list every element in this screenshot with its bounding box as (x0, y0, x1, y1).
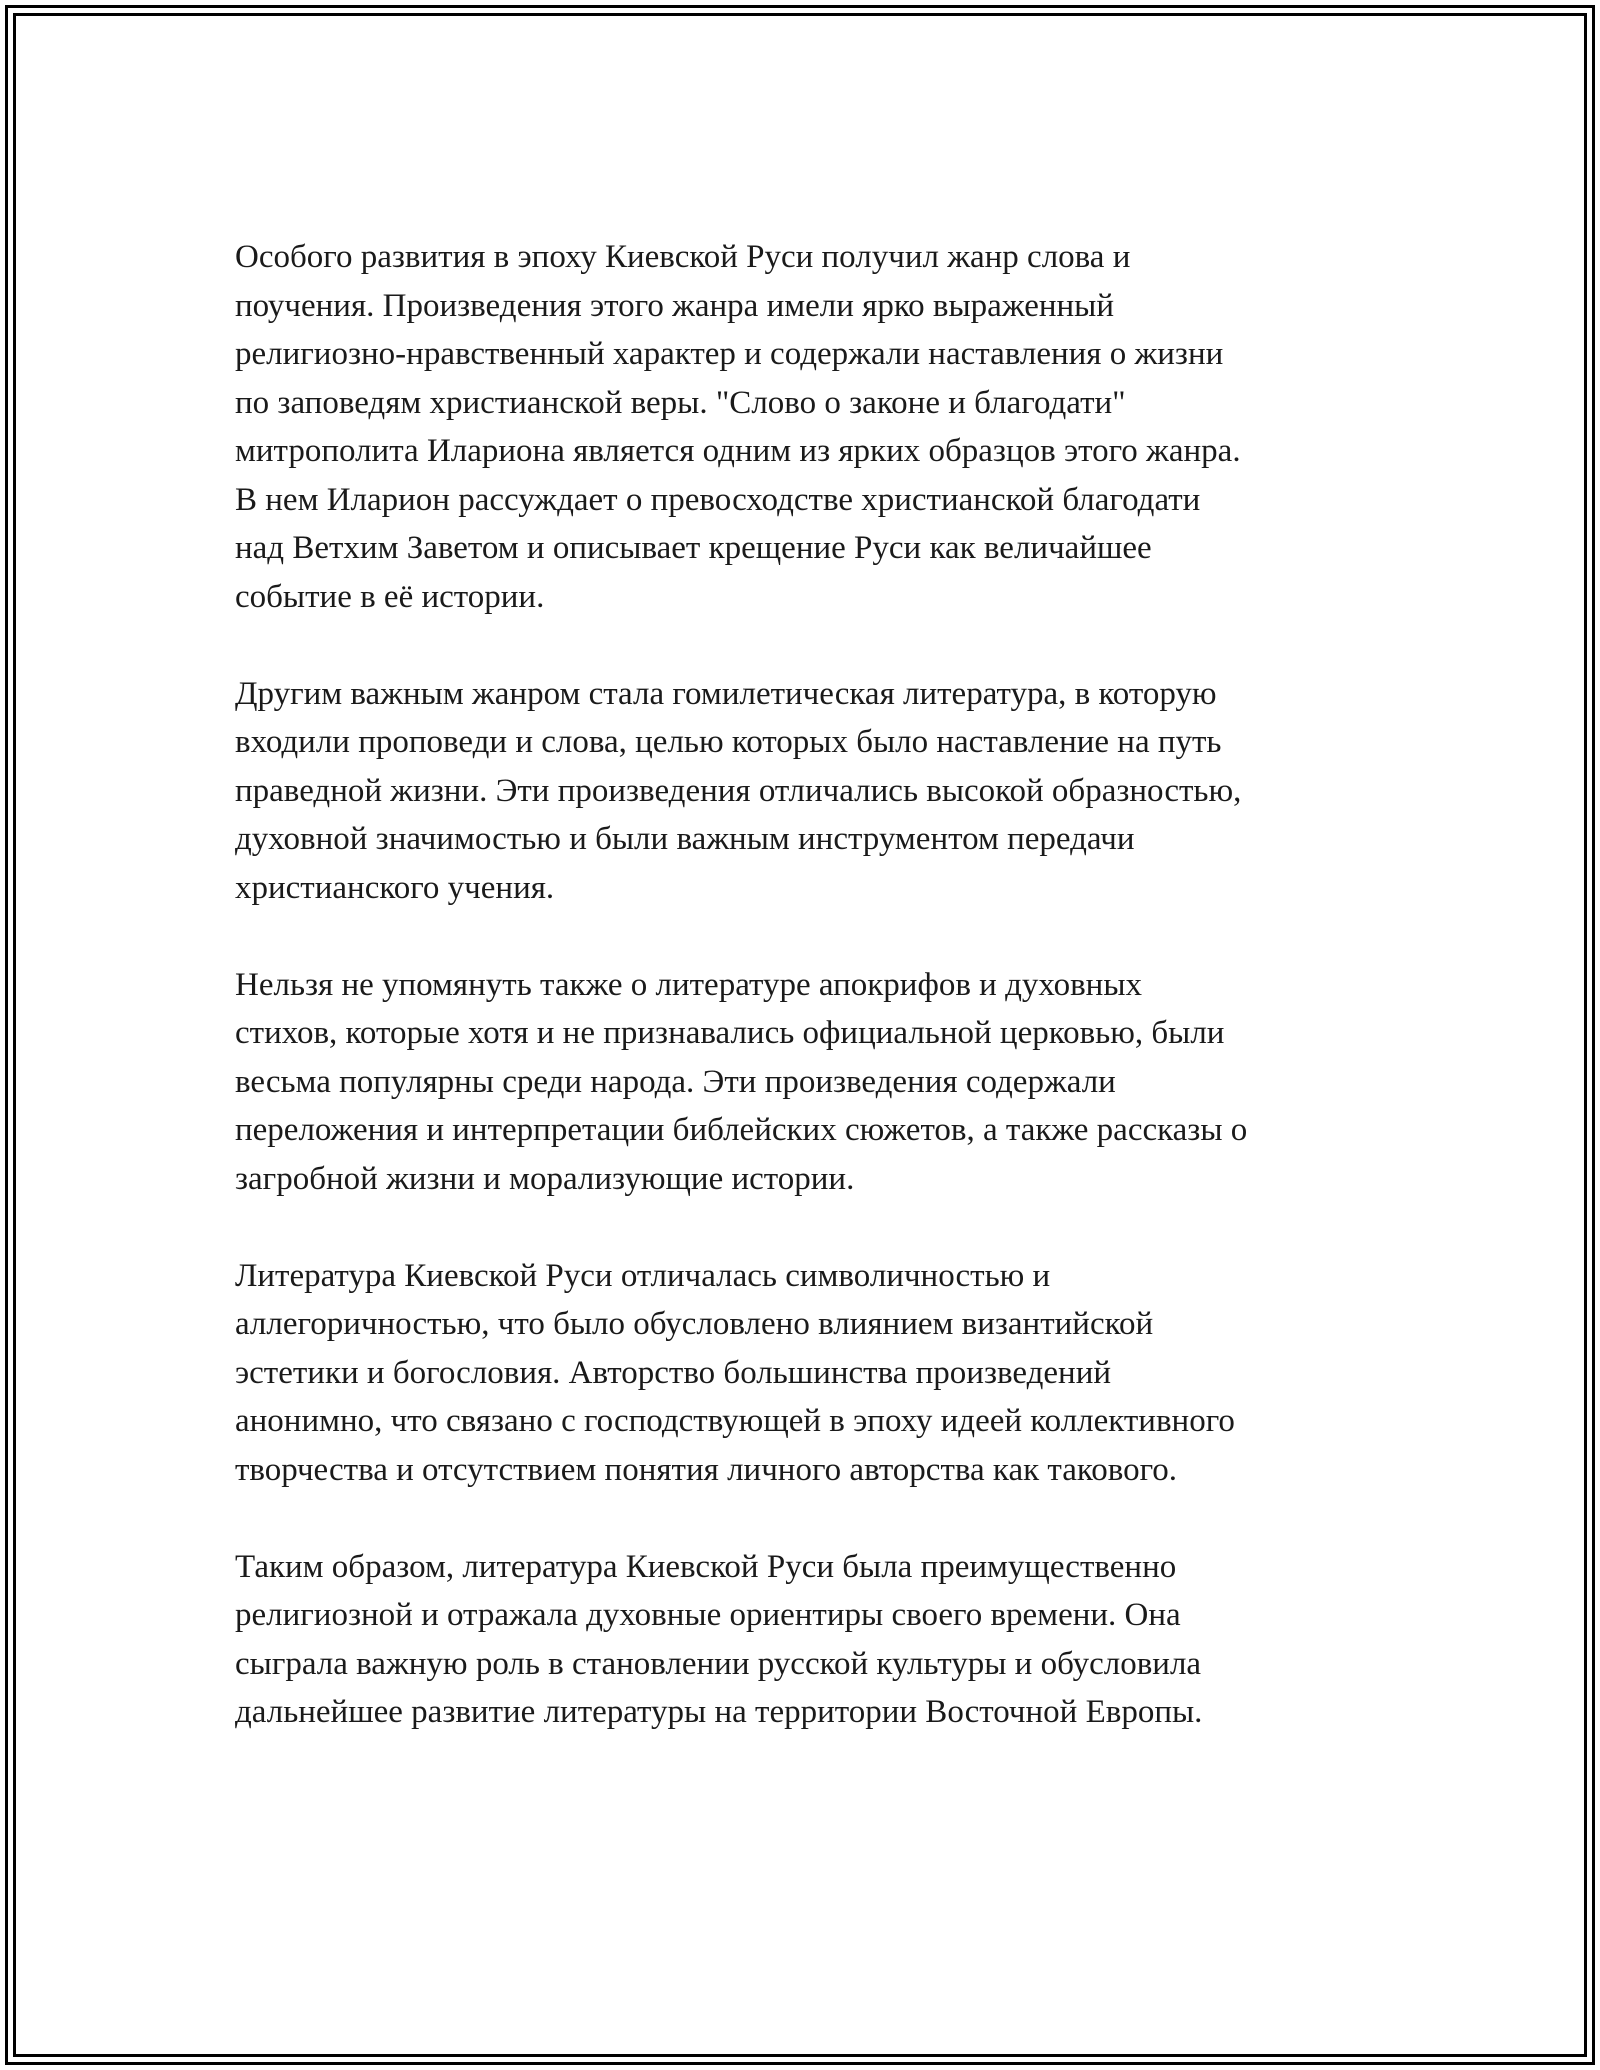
paragraph-4: Литература Киевской Руси отличалась символичностью и аллегоричностью, что было обусловлено влиянием византийской эстетики и богословия. Авторство большинства произведений анонимно, что связано с господствующей в эпоху идеей коллективного творчества и отсутствием понятия личного авторства как такового. (235, 1257, 1235, 1488)
paragraph-1: Особого развития в эпоху Киевской Руси получил жанр слова и поучения. Произведения этого жанра имели ярко выраженный религиозно-нравственный характер и содержали наставления о жизни по заповедям христианской веры. "Слово о законе и благодати" митрополита Илариона является одним из ярких образцов этого жанра. В нем Иларион рассуждает о превосходстве христианской благодати над Ветхим Заветом и описывает крещение Руси как величайшее событие в её истории. (235, 239, 1241, 615)
paragraph-3: Нельзя не упомянуть также о литературе апокрифов и духовных стихов, которые хотя и не признавались официальной церковью, были весьма популярны среди народа. Эти произведения содержали переложения и интерпретации библейских сюжетов, а также рассказы о загробной жизни и морализующие истории. (235, 966, 1248, 1197)
document-body (235, 233, 1385, 1785)
paragraph-5: Таким образом, литература Киевской Руси была преимущественно религиозной и отражала духовные ориентиры своего времени. Она сыграла важную роль в становлении русской культуры и обусловила дальнейшее развитие литературы на территории Восточной Европы. (235, 1548, 1203, 1730)
paragraph-2: Другим важным жанром стала гомилетическая литература, в которую входили проповеди и слова, целью которых было наставление на путь праведной жизни. Эти произведения отличались высокой образностью, духовной значимостью и были важным инструментом передачи христианского учения. (235, 675, 1242, 906)
